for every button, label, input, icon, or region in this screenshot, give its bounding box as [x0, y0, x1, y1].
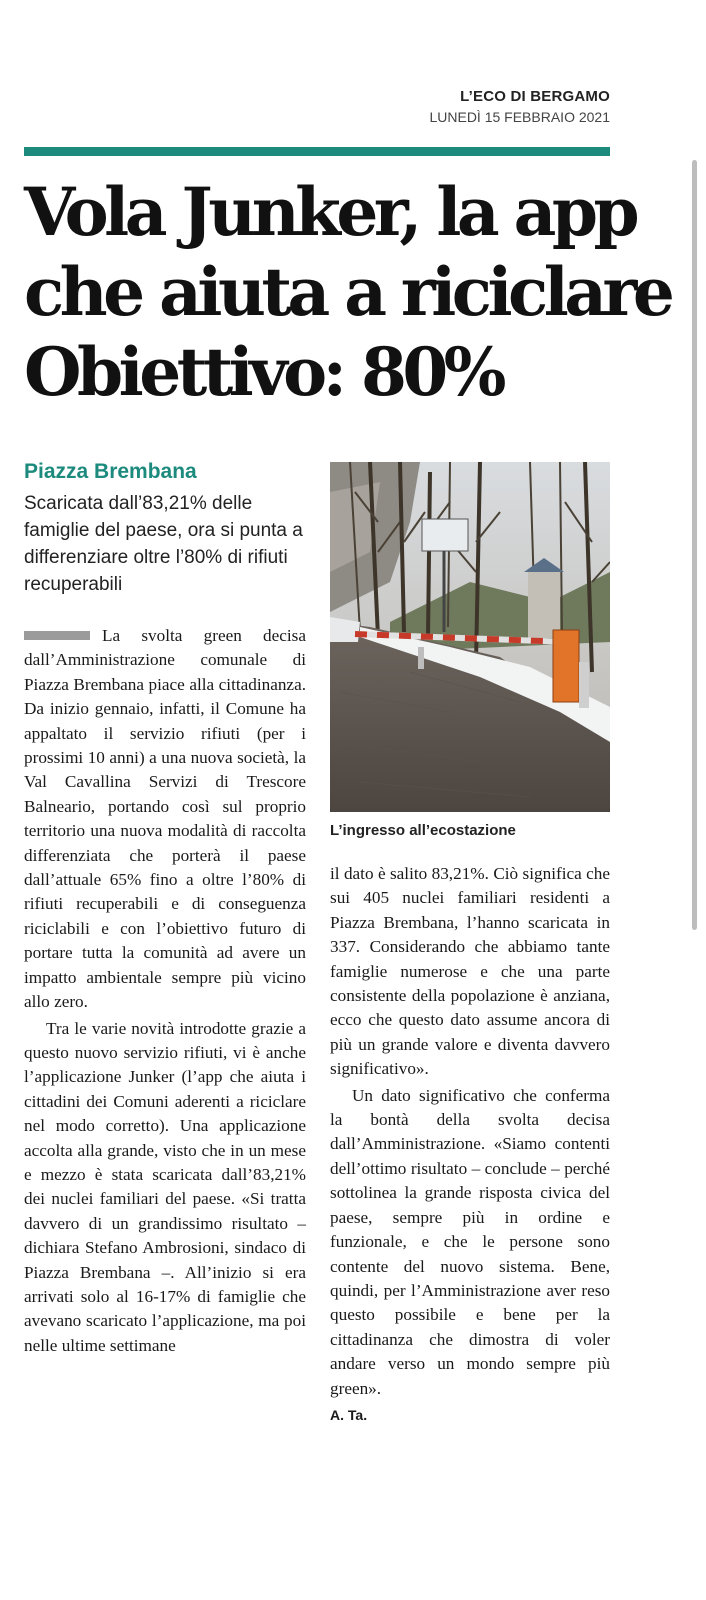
lead-bar	[24, 631, 90, 640]
article-column-right	[330, 862, 610, 1427]
location-kicker: Piazza Brembana	[24, 460, 197, 483]
headline-line-3: Obiettivo: 80%	[24, 333, 503, 411]
newspaper-name: L’ECO DI BERGAMO	[460, 88, 610, 105]
ecostation-photo-illustration	[330, 462, 610, 812]
headline-line-2: che aiuta a riciclare	[24, 253, 671, 331]
article-summary: Scaricata dall’83,21% delle famiglie del paese, ora si punta a differenziare oltre l’80% di rifiuti recuperabili	[24, 493, 303, 595]
author-signature: A. Ta.	[330, 1406, 368, 1423]
article-paragraph-2: Tra le varie novità introdotte grazie a questo nuovo servizio rifiuti, vi è anche l’applicazione Junker (l’app che aiuta i cittadini dei Comuni aderenti a riciclare nel modo corretto). Una applicazione accolta alla grande, visto che in un mese e mezzo è stata scaricata dall’83,21% dei nuclei familiari del paese. «Si tratta davvero di un grandissimo risultato – dichiara Stefano Ambrosioni, sindaco di Piazza Brembana –. All’inizio si era arrivati solo al 16-17% di famiglie che avevano scaricato l’applicazione, ma poi nelle ultime settimane	[24, 1018, 306, 1355]
article-column-left	[24, 624, 306, 1358]
publication-date: LUNEDÌ 15 FEBBRAIO 2021	[429, 109, 610, 125]
masthead	[429, 88, 610, 125]
photo-caption: L’ingresso all’ecostazione	[330, 822, 516, 839]
headline-line-1: Vola Junker, la app	[24, 173, 636, 251]
article-paragraph-1	[24, 624, 306, 1015]
accent-rule	[24, 147, 610, 156]
scrollbar[interactable]	[692, 160, 697, 930]
article-paragraph-3: il dato è salito 83,21%. Ciò significa che sui 405 nuclei familiari residenti a Piazza Brembana, l’hanno scaricata in 337. Considerando che abbiamo tante famiglie numerose e che una parte consistente della popolazione è anziana, ecco che questo dato assume ancora di più un grande valore e diventa davvero significativo».	[330, 864, 610, 1079]
article-headline	[24, 172, 671, 412]
ecostation-photo	[330, 462, 610, 812]
article-paragraph-1-text: La svolta green decisa dall’Amministrazione comunale di Piazza Brembana piace alla cittadinanza. Da inizio gennaio, infatti, il Comune ha appaltato il servizio rifiuti (per i prossimi 10 anni) a una nuova società, la Val Cavallina Servizi di Trescore Balneario, portando così sul proprio territorio una nuova modalità di raccolta differenziata che porterà il paese dall’attuale 65% fino a oltre l’80% di rifiuti recuperabili e di conseguenza riciclabili e con l’obiettivo futuro di portare tutta la comunità ad avere un impatto ambientale sempre più vicino allo zero.	[24, 626, 306, 1012]
article-paragraph-4: Un dato significativo che conferma la bontà della svolta decisa dall’Amministrazione. «Siamo contenti dell’ottimo risultato – conclude – perché sottolinea la grande risposta civica del paese, sempre più in ordine e funzionale, e che le persone sono contente del nuovo sistema. Bene, quindi, per l’Amministrazione aver reso questo possibile e bene per la cittadinanza che dimostra di voler andare verso un mondo sempre più green».	[330, 1085, 610, 1398]
